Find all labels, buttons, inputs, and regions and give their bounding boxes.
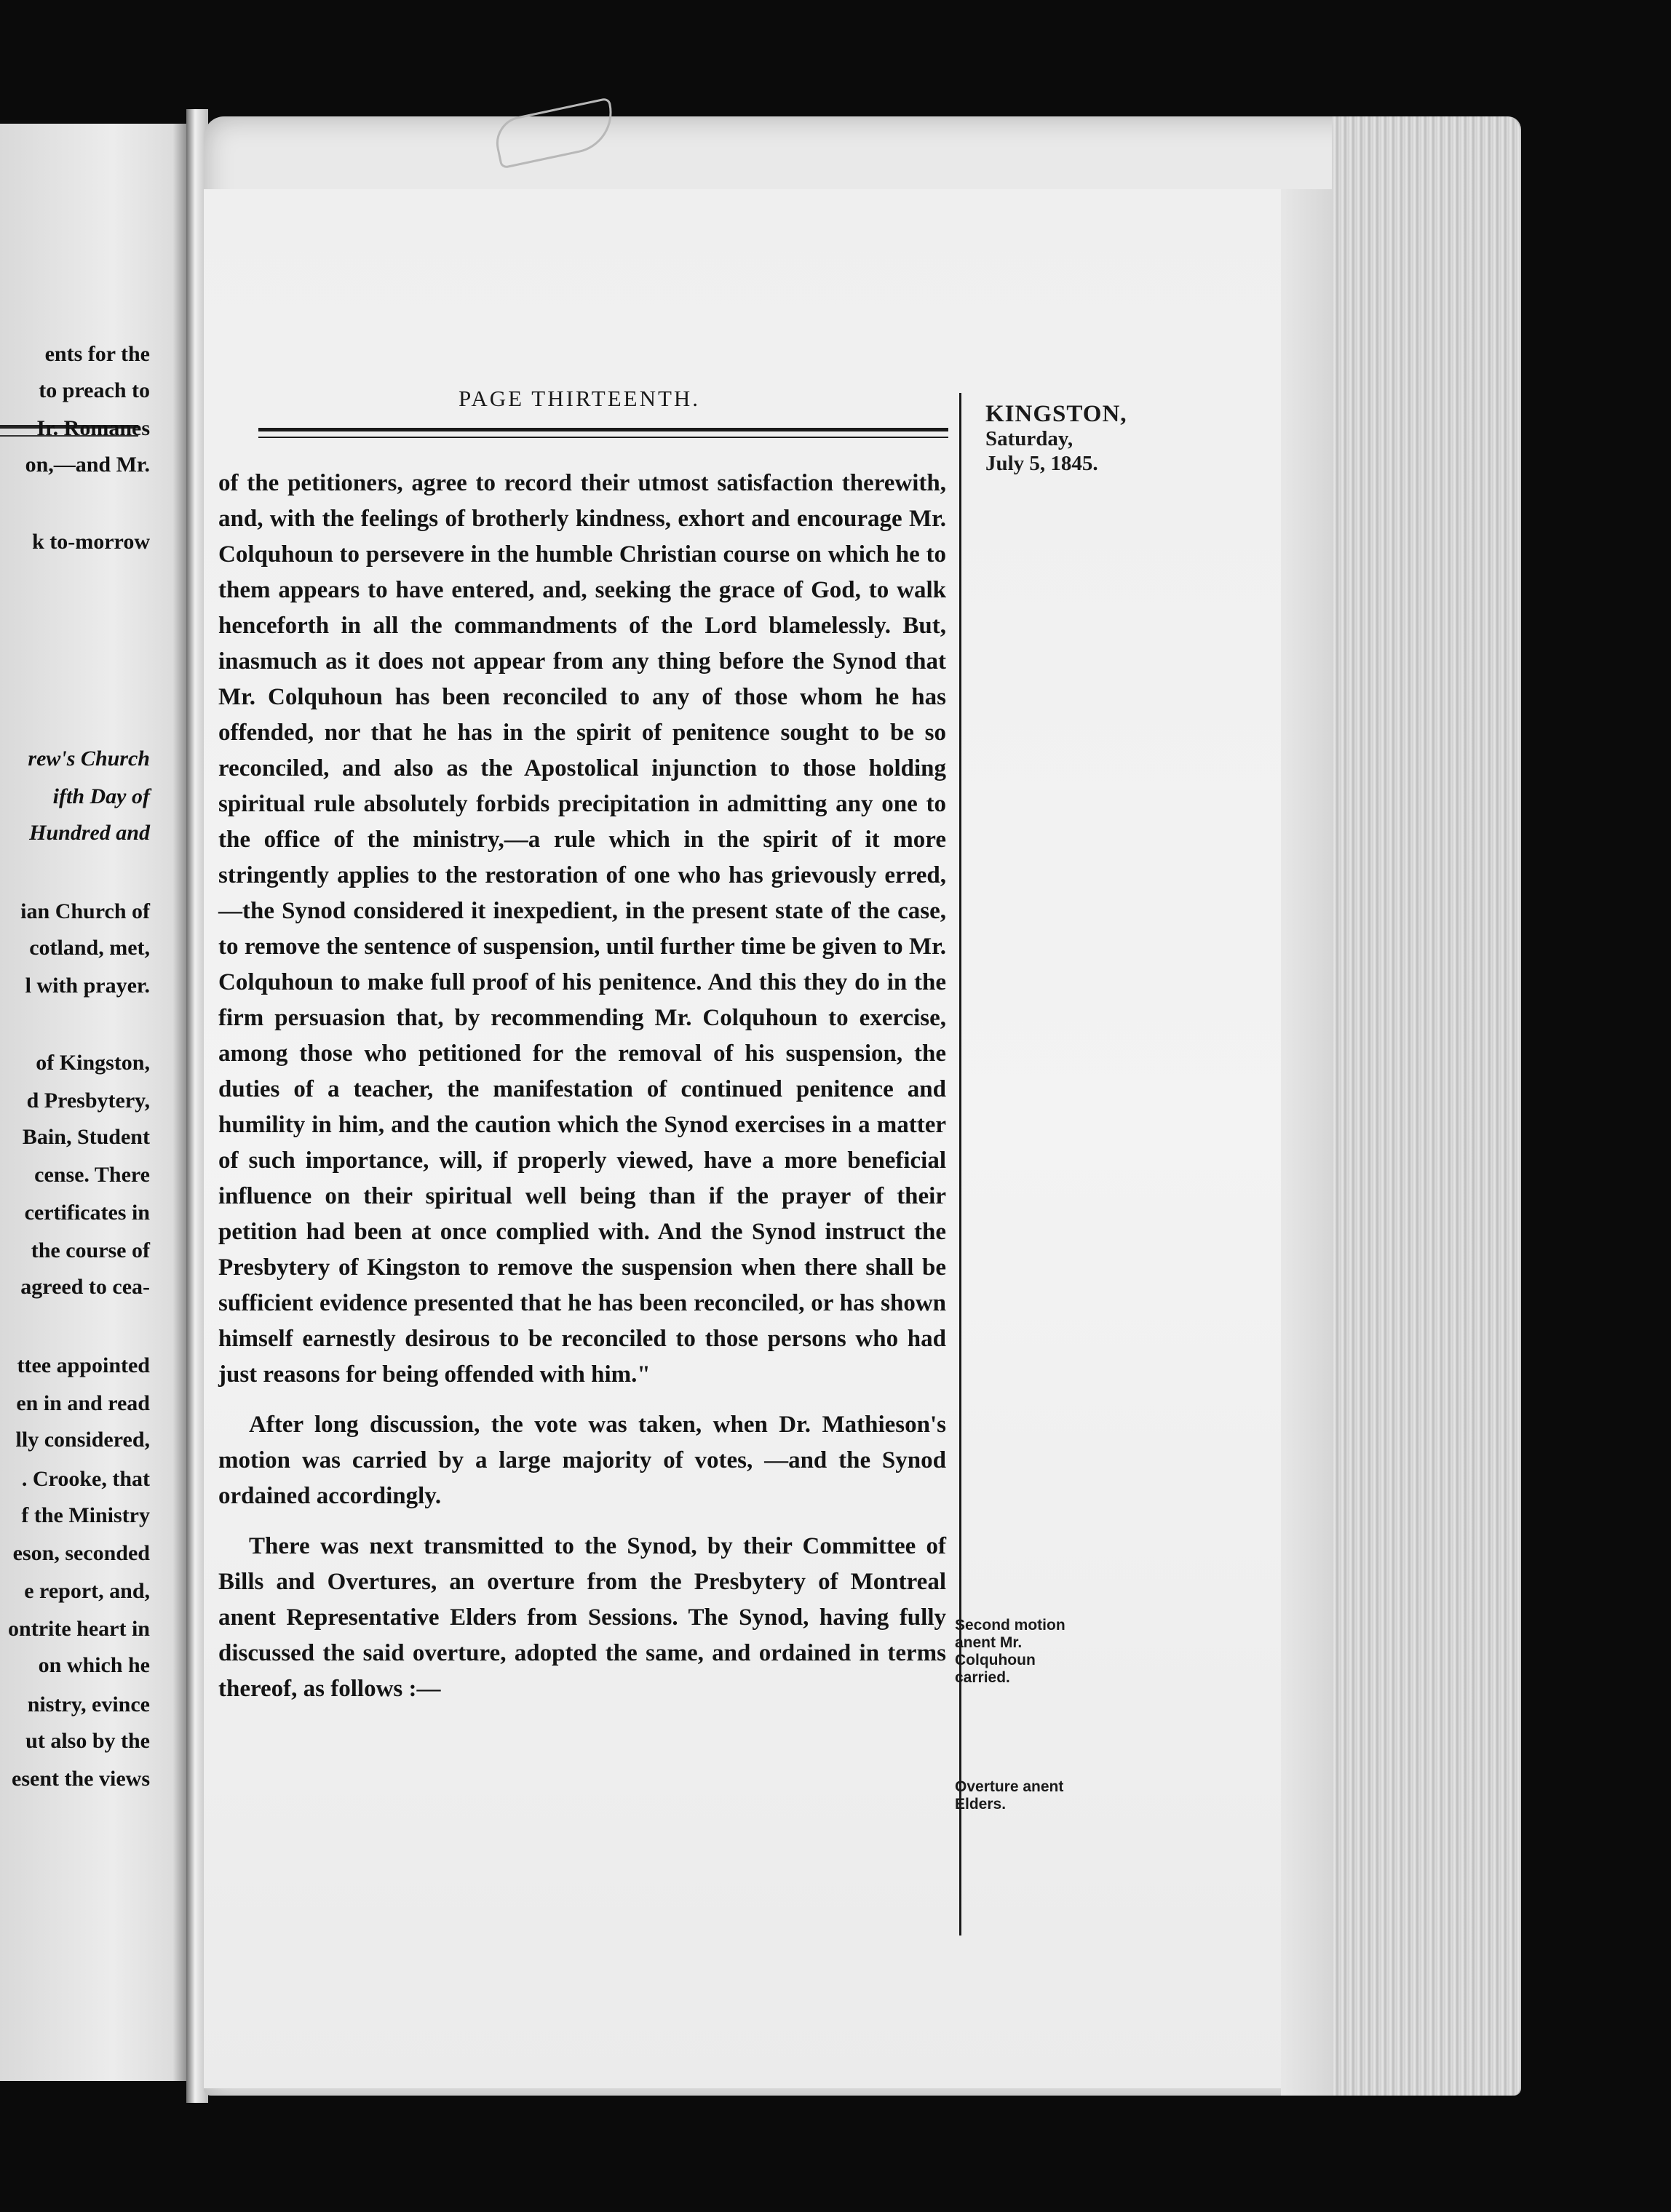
left-page-line: the course of xyxy=(31,1238,150,1262)
left-page-line: Ir. Romanes xyxy=(36,416,150,440)
left-page-line: esent the views xyxy=(12,1767,150,1791)
heading-rule-thin xyxy=(258,437,948,438)
date-block xyxy=(985,402,1127,476)
paragraph: There was next transmitted to the Synod, by their Committee of Bills and Overtures, an overture from the Presbytery of Montreal anent Representative Elders from Sessions. The Synod, having fully discussed the said overture, adopted the same, and ordained in terms thereof, as follows :— xyxy=(218,1533,946,1702)
left-page-line: on,—and Mr. xyxy=(25,453,150,477)
left-page-line: cotland, met, xyxy=(29,936,150,960)
heading-rule-thick xyxy=(258,428,948,431)
left-page-line: Hundred and xyxy=(29,821,150,845)
left-page-line: ian Church of xyxy=(20,899,150,923)
date-day: Saturday, xyxy=(985,427,1073,450)
left-page-line: f the Ministry xyxy=(21,1503,150,1527)
left-page-line: d Presbytery, xyxy=(26,1089,150,1113)
left-page-line: l with prayer. xyxy=(25,974,150,998)
left-page-line: certificates in xyxy=(24,1201,150,1225)
paragraph: After long discussion, the vote was taken, when Dr. Mathieson's motion was carried by a large majority of votes, —and the Synod ordained accordingly. xyxy=(218,1412,946,1509)
left-page-line: Bain, Student xyxy=(22,1125,150,1149)
left-page-line: nistry, evince xyxy=(27,1692,150,1716)
facing-page-left xyxy=(0,124,188,2081)
left-page-line: k to-morrow xyxy=(32,530,150,554)
left-page-line: ttee appointed xyxy=(17,1353,150,1377)
left-page-line: ut also by the xyxy=(25,1729,150,1753)
left-page-line: ents for the xyxy=(44,342,150,366)
left-page-line: e report, and, xyxy=(24,1579,150,1603)
left-page-line: ifth Day of xyxy=(52,784,150,808)
page-fore-edge xyxy=(1332,116,1520,2096)
left-page-line: on which he xyxy=(38,1653,150,1677)
left-page-line: to preach to xyxy=(39,378,150,402)
left-page-line: eson, seconded xyxy=(12,1541,150,1565)
date-place: KINGSTON, xyxy=(985,401,1127,427)
left-page-line: rew's Church xyxy=(28,747,150,771)
page-edge-shadow xyxy=(1281,189,1332,2096)
left-page-line: agreed to cea- xyxy=(20,1275,150,1299)
body-text xyxy=(218,466,946,1722)
left-page-line: en in and read xyxy=(16,1391,150,1415)
left-page-line: of Kingston, xyxy=(36,1051,150,1075)
date-date: July 5, 1845. xyxy=(985,452,1098,475)
column-rule xyxy=(959,393,961,1936)
page-heading: PAGE THIRTEENTH. xyxy=(459,386,701,411)
left-page-line: ontrite heart in xyxy=(8,1617,150,1641)
left-page-line: . Crooke, that xyxy=(21,1467,150,1491)
left-page-line: cense. There xyxy=(34,1163,150,1187)
paragraph: of the petitioners, agree to record their utmost satisfaction therewith, and, with the feelings of brotherly kindness, exhort and encourage Mr. Colquhoun to persevere in the humble Christian course on which he to them appears to have entered, and, seeking the grace of God, to walk henceforth in all the commandments of the Lord blamelessly. But, inasmuch as it does not appear from any thing before the Synod that Mr. Colquhoun has been reconciled to any of those whom he has offended, nor that he has in the spirit of penitence sought to be so reconciled, and also as the Apostolical injunction to those holding spiritual rule absolutely forbids precipitation in admitting any one to the office of the ministry,—a rule which in the spirit of it more stringently applies to the restoration of one who has grievously erred,—the Synod considered it inexpedient, in the present state of the case, to remove the sentence of suspension, until further time be given to Mr. Colquhoun to make full proof of his penitence. And this they do in the firm persuasion that, by recommending Mr. Colquhoun to exercise, among those who petitioned for the removal of his suspension, the duties of a teacher, the manifestation of continued penitence and humility in him, and the caution which the Synod exercises in a matter of such importance, will, if properly viewed, have a more beneficial influence on their spiritual well being than if the prayer of their petition had been at once complied with. And the Synod instruct the Presbytery of Kingston to remove the suspension when there shall be sufficient evidence presented that he has been reconciled, or has shown himself earnestly desirous to be reconciled to those persons who had just reasons for being offended with him." xyxy=(218,470,946,1388)
left-page-line: lly considered, xyxy=(15,1428,150,1452)
margin-note: Overture anent Elders. xyxy=(955,1778,1064,1813)
margin-note: Second motion anent Mr. Colquhoun carried. xyxy=(955,1617,1065,1686)
